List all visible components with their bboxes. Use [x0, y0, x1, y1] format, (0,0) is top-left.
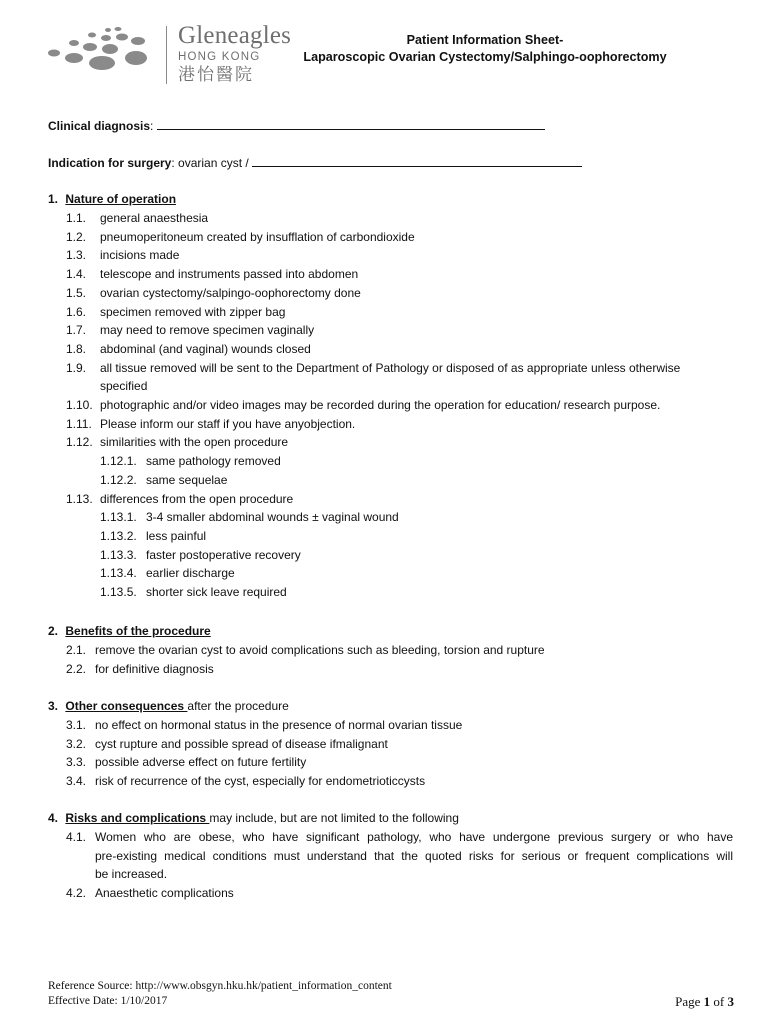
list-item-number: 1.4.: [66, 267, 87, 282]
list-item-text: similarities with the open procedure: [100, 435, 289, 450]
list-item-text: Please inform our staff if you have anyobjection.: [100, 416, 356, 431]
list-item-number: 1.13.: [66, 491, 93, 506]
list-item-number: 3.3.: [66, 755, 87, 770]
list-item-text: less painful: [146, 528, 207, 543]
list-item-number: 4.1.: [66, 830, 87, 844]
list-item-text: photographic and/or video images may be recorded during the operation for education/ research purpose.: [100, 398, 661, 412]
title-line-2: Laparoscopic Ovarian Cystectomy/Salphingo-oophorectomy: [303, 50, 667, 64]
list-item-text: same sequelae: [146, 472, 228, 487]
list-item-text: Women who are obese, who have significant pathology, who have undergone previous surgery or who have: [95, 830, 733, 844]
logo-subtitle: HONG KONG: [178, 51, 261, 63]
list-item-number: 1.13.2.: [100, 528, 137, 543]
list-item-text: general anaesthesia: [100, 211, 209, 225]
list-item-text: all tissue removed will be sent to the Department of Pathology or disposed of as appropriate unless otherwise: [100, 360, 681, 375]
list-item-text: remove the ovarian cyst to avoid complications such as bleeding, torsion and rupture: [95, 643, 545, 657]
reference-source: Reference Source: http://www.obsgyn.hku.hk/patient_information_content: [48, 980, 392, 992]
list-item-number: 1.2.: [66, 229, 87, 244]
clinical-diagnosis-blank[interactable]: [157, 118, 545, 130]
document-title: [270, 32, 700, 66]
list-item-text: risk of recurrence of the cyst, especially for endometrioticcysts: [95, 774, 426, 789]
list-item-text: possible adverse effect on future fertility: [95, 755, 307, 770]
effective-date: Effective Date: 1/10/2017: [48, 995, 168, 1007]
section-3-heading: [48, 699, 289, 714]
list-item-number: 4.2.: [66, 886, 87, 901]
list-item-text: for definitive diagnosis: [95, 661, 214, 676]
list-item-text: incisions made: [100, 248, 180, 263]
list-item-number: 3.4.: [66, 774, 87, 789]
list-item-number: 1.13.4.: [100, 566, 137, 581]
list-item-text: pre-existing medical conditions must understand that the quoted risks for serious or frequent complications will: [95, 848, 733, 863]
list-item-number: 1.1.: [66, 211, 87, 225]
section-title-rest: may include, but are not limited to the following: [209, 811, 459, 825]
list-item-text: abdominal (and vaginal) wounds closed: [100, 341, 311, 356]
list-item-text: faster postoperative recovery: [146, 547, 301, 562]
list-item-number: 1.13.3.: [100, 547, 137, 562]
page-prefix: Page: [675, 994, 704, 1009]
list-item-text: differences from the open procedure: [100, 491, 294, 506]
list-item-text: telescope and instruments passed into abdomen: [100, 267, 359, 282]
section-title: Nature of operation: [65, 192, 177, 206]
title-line-1: Patient Information Sheet-: [406, 33, 564, 47]
section-4-heading: [48, 811, 459, 826]
section-2-heading: [48, 624, 211, 639]
indication-blank[interactable]: [252, 155, 582, 167]
list-item-text: Anaesthetic complications: [95, 886, 234, 901]
section-number: 3.: [48, 699, 59, 713]
list-item-number: 2.2.: [66, 661, 87, 676]
list-item-number: 1.7.: [66, 323, 87, 338]
indication-value: : ovarian cyst /: [171, 156, 249, 170]
list-item-number: 2.1.: [66, 643, 87, 657]
list-item-number: 1.11.: [66, 416, 92, 431]
list-item-text: same pathology removed: [146, 454, 281, 469]
list-item-number: 1.5.: [66, 285, 87, 300]
logo-name: Gleneagles: [178, 22, 292, 49]
page-total: 3: [727, 994, 734, 1009]
clinical-diagnosis-colon: :: [150, 119, 154, 133]
list-item-text: specimen removed with zipper bag: [100, 304, 286, 319]
page-current: 1: [703, 994, 711, 1009]
list-item-text: may need to remove specimen vaginally: [100, 323, 315, 338]
list-item-number: 1.9.: [66, 360, 87, 375]
section-number: 1.: [48, 192, 59, 206]
clinical-diagnosis-label: Clinical diagnosis: [48, 119, 151, 133]
section-number: 2.: [48, 624, 59, 638]
list-item-text: ovarian cystectomy/salpingo-oophorectomy done: [100, 285, 361, 300]
list-item-number: 1.13.1.: [100, 510, 137, 525]
list-item-text: be increased.: [95, 867, 168, 882]
clinical-diagnosis-field: [48, 118, 545, 134]
indication-field: [48, 155, 582, 171]
list-item-text: no effect on hormonal status in the presence of normal ovarian tissue: [95, 718, 463, 732]
list-item-number: 1.3.: [66, 248, 87, 263]
list-item-number: 1.12.2.: [100, 472, 137, 487]
page-mid: of: [710, 994, 728, 1009]
list-item-number: 1.10.: [66, 398, 93, 412]
logo-divider: [166, 26, 167, 84]
list-item-number: 1.12.1.: [100, 454, 137, 469]
section-title-rest: after the procedure: [187, 699, 289, 713]
section-title: Benefits of the procedure: [65, 624, 211, 638]
list-item-number: 1.13.5.: [100, 585, 137, 599]
page-number: [675, 994, 734, 1010]
list-item-number: 1.8.: [66, 341, 87, 356]
list-item-text: pneumoperitoneum created by insufflation of carbondioxide: [100, 229, 415, 244]
list-item-text: shorter sick leave required: [146, 585, 287, 599]
section-title: Risks and complications: [65, 811, 210, 825]
list-item-number: 1.6.: [66, 304, 87, 319]
section-1-heading: [48, 192, 176, 207]
section-number: 4.: [48, 811, 59, 825]
list-item-number: 3.2.: [66, 736, 87, 751]
list-item-number: 1.12.: [66, 435, 93, 450]
gleneagles-logo: [44, 22, 292, 92]
list-item-text: cyst rupture and possible spread of disease ifmalignant: [95, 736, 388, 751]
list-item-number: 3.1.: [66, 718, 87, 732]
logo-dots-icon: [44, 26, 156, 78]
indication-label: Indication for surgery: [48, 156, 172, 170]
list-item-text: 3-4 smaller abdominal wounds ± vaginal wound: [146, 510, 399, 525]
list-item-text: earlier discharge: [146, 566, 235, 581]
logo-chinese-name: 港怡醫院: [178, 65, 254, 85]
section-title: Other consequences: [65, 699, 188, 713]
list-item-text: specified: [100, 379, 148, 394]
